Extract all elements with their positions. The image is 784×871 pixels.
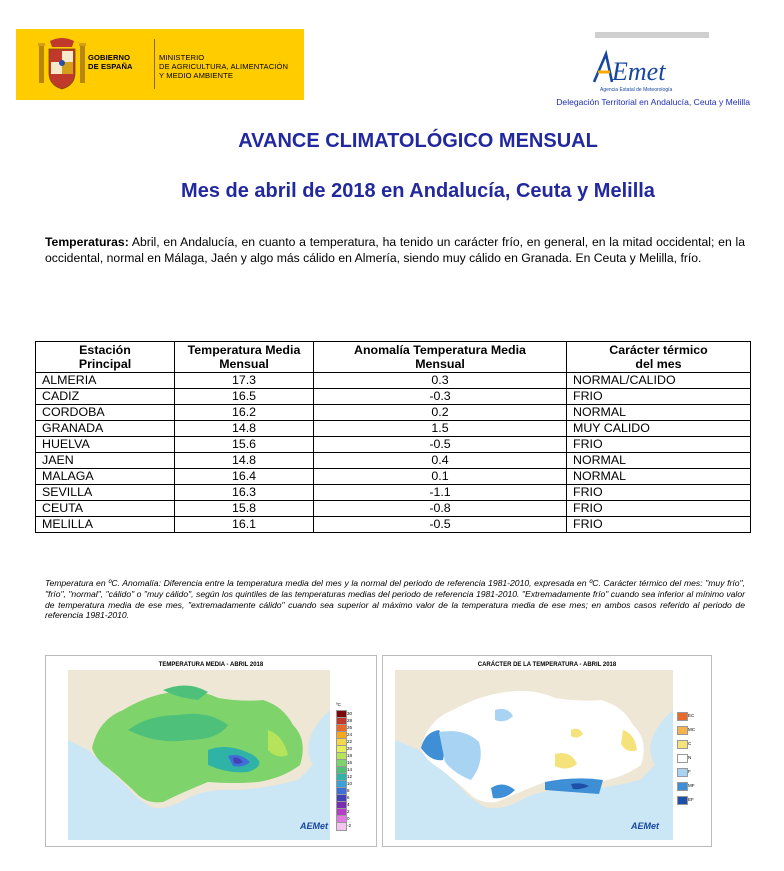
cell-temp: 16.1 (175, 517, 314, 533)
legend-label: 22 (347, 739, 353, 744)
stations-table (35, 341, 751, 533)
cell-anomaly: 1.5 (314, 421, 567, 437)
aemet-subtitle: Agencia Estatal de Meteorología (600, 87, 673, 93)
table-row (36, 485, 751, 501)
legend-label: 24 (347, 732, 353, 737)
legend-label: MC (688, 727, 695, 732)
temperature-map (45, 655, 377, 847)
cell-character: NORMAL (567, 405, 751, 421)
table-row (36, 469, 751, 485)
ministry-line-2: DE AGRICULTURA, ALIMENTACIÓN (159, 62, 289, 71)
legend-swatch (677, 754, 688, 763)
banner-divider (154, 39, 155, 89)
cell-anomaly: -0.8 (314, 501, 567, 517)
table-header-row (36, 342, 751, 373)
legend-label: 30 (347, 711, 353, 716)
legend-label: 4 (347, 802, 350, 807)
cell-anomaly: 0.3 (314, 373, 567, 389)
cell-character: FRIO (567, 501, 751, 517)
cell-station: ALMERIA (36, 373, 175, 389)
header-station: Estación Principal (36, 342, 175, 373)
legend-label: 2 (347, 809, 350, 814)
table-row (36, 421, 751, 437)
legend-label: 18 (347, 753, 353, 758)
legend-swatch (677, 726, 688, 735)
character-map-title: CARÁCTER DE LA TEMPERATURA - ABRIL 2018 (477, 662, 617, 668)
table-row (36, 437, 751, 453)
legend-label: N (688, 755, 692, 760)
aemet-top-bar (595, 32, 709, 38)
cell-temp: 14.8 (175, 421, 314, 437)
legend-label: 10 (347, 781, 353, 786)
cell-station: CADIZ (36, 389, 175, 405)
cell-temp: 15.6 (175, 437, 314, 453)
cell-station: CEUTA (36, 501, 175, 517)
cell-station: SEVILLA (36, 485, 175, 501)
government-label (88, 53, 150, 71)
coat-of-arms-icon (36, 35, 88, 93)
government-banner (16, 29, 304, 100)
cell-character: FRIO (567, 437, 751, 453)
legend-label: 6 (347, 795, 350, 800)
ministry-line-3: Y MEDIO AMBIENTE (159, 71, 234, 80)
cell-anomaly: 0.1 (314, 469, 567, 485)
legend-label: 8 (347, 788, 350, 793)
cell-anomaly: -0.5 (314, 517, 567, 533)
summary-label: Temperaturas: (45, 235, 129, 249)
cell-station: MELILLA (36, 517, 175, 533)
cell-anomaly: -0.3 (314, 389, 567, 405)
cell-station: HUELVA (36, 437, 175, 453)
legend-swatch (677, 740, 688, 749)
legend-label: MF (688, 783, 695, 788)
header-temperature: Temperatura Media Mensual (175, 342, 314, 373)
header-anomaly: Anomalía Temperatura Media Mensual (314, 342, 567, 373)
legend-label: 26 (347, 725, 353, 730)
temperature-legend-unit: ºC (336, 702, 341, 707)
aemet-logo (590, 48, 700, 88)
character-map-image (395, 670, 673, 840)
summary-text: Abril, en Andalucía, en cuanto a temperatura, ha tenido un carácter frío, en general, en la mitad occidental; en la occidental, normal en Málaga, Jaén y algo más cálido en Almería, siendo muy cálido en Granada. En Ceuta y Melilla, frío. (45, 235, 745, 265)
table-row (36, 517, 751, 533)
legend-swatch (336, 822, 347, 831)
table-row (36, 453, 751, 469)
table-row (36, 501, 751, 517)
map-aemet-logo: AEMet (300, 821, 329, 831)
gov-line-1: GOBIERNO (88, 53, 131, 62)
cell-temp: 14.8 (175, 453, 314, 469)
legend-swatch (677, 712, 688, 721)
table-row (36, 405, 751, 421)
ministry-line-1: MINISTERIO (159, 53, 205, 62)
cell-character: FRIO (567, 389, 751, 405)
cell-character: FRIO (567, 517, 751, 533)
cell-station: JAEN (36, 453, 175, 469)
legend-label: EF (688, 797, 694, 802)
legend-label: 12 (347, 774, 353, 779)
cell-temp: 16.5 (175, 389, 314, 405)
legend-label: 16 (347, 760, 353, 765)
cell-station: GRANADA (36, 421, 175, 437)
cell-character: FRIO (567, 485, 751, 501)
cell-temp: 15.8 (175, 501, 314, 517)
footnote: Temperatura en ºC. Anomalía: Diferencia entre la temperatura media del mes y la normal del periodo de referencia 1981-2010, expresada en ºC. Carácter térmico del mes: "muy frío", "frío", "normal", "cálido" o "muy cálido", según los quintiles de las temperaturas medias del periodo de referencia 1981-2010. "Extremadamente frío" cuando sea inferior al mínimo valor de temperatura media de ese mes, "extremadamente cálido" cuando sea superior al máximo valor de la temperatura media de ese mes; en ambos casos referido al periodo de referencia 1981-2010. (45, 578, 745, 621)
header-character: Carácter térmico del mes (567, 342, 751, 373)
legend-label: 28 (347, 718, 353, 723)
gov-line-2: DE ESPAÑA (88, 62, 133, 71)
legend-label: 0 (347, 816, 350, 821)
ministry-label (159, 53, 307, 80)
cell-anomaly: 0.2 (314, 405, 567, 421)
temperature-summary (45, 235, 745, 266)
legend-label: EC (688, 713, 695, 718)
cell-anomaly: 0.4 (314, 453, 567, 469)
cell-station: CORDOBA (36, 405, 175, 421)
cell-character: NORMAL (567, 453, 751, 469)
legend-label: -2 (347, 823, 352, 828)
cell-temp: 16.3 (175, 485, 314, 501)
cell-character: MUY CALIDO (567, 421, 751, 437)
page-subtitle: Mes de abril de 2018 en Andalucía, Ceuta y Melilla (181, 180, 655, 202)
cell-character: NORMAL (567, 469, 751, 485)
table-row (36, 373, 751, 389)
temperature-map-title: TEMPERATURA MEDIA - ABRIL 2018 (158, 662, 264, 668)
cell-anomaly: -0.5 (314, 437, 567, 453)
legend-label: F (688, 769, 691, 774)
character-map (382, 655, 712, 847)
legend-swatch (677, 782, 688, 791)
cell-character: NORMAL/CALIDO (567, 373, 751, 389)
svg-text:Emet: Emet (612, 57, 666, 86)
delegation-label: Delegación Territorial en Andalucía, Ceuta y Melilla (556, 97, 750, 107)
cell-temp: 16.4 (175, 469, 314, 485)
cell-station: MALAGA (36, 469, 175, 485)
cell-temp: 17.3 (175, 373, 314, 389)
legend-label: 20 (347, 746, 353, 751)
cell-anomaly: -1.1 (314, 485, 567, 501)
legend-swatch (677, 796, 688, 805)
page-title: AVANCE CLIMATOLÓGICO MENSUAL (238, 130, 598, 152)
legend-label: C (688, 741, 692, 746)
legend-swatch (677, 768, 688, 777)
map-aemet-logo: AEMet (631, 821, 660, 831)
legend-label: 14 (347, 767, 353, 772)
temperature-map-image (68, 670, 330, 840)
table-row (36, 389, 751, 405)
cell-temp: 16.2 (175, 405, 314, 421)
